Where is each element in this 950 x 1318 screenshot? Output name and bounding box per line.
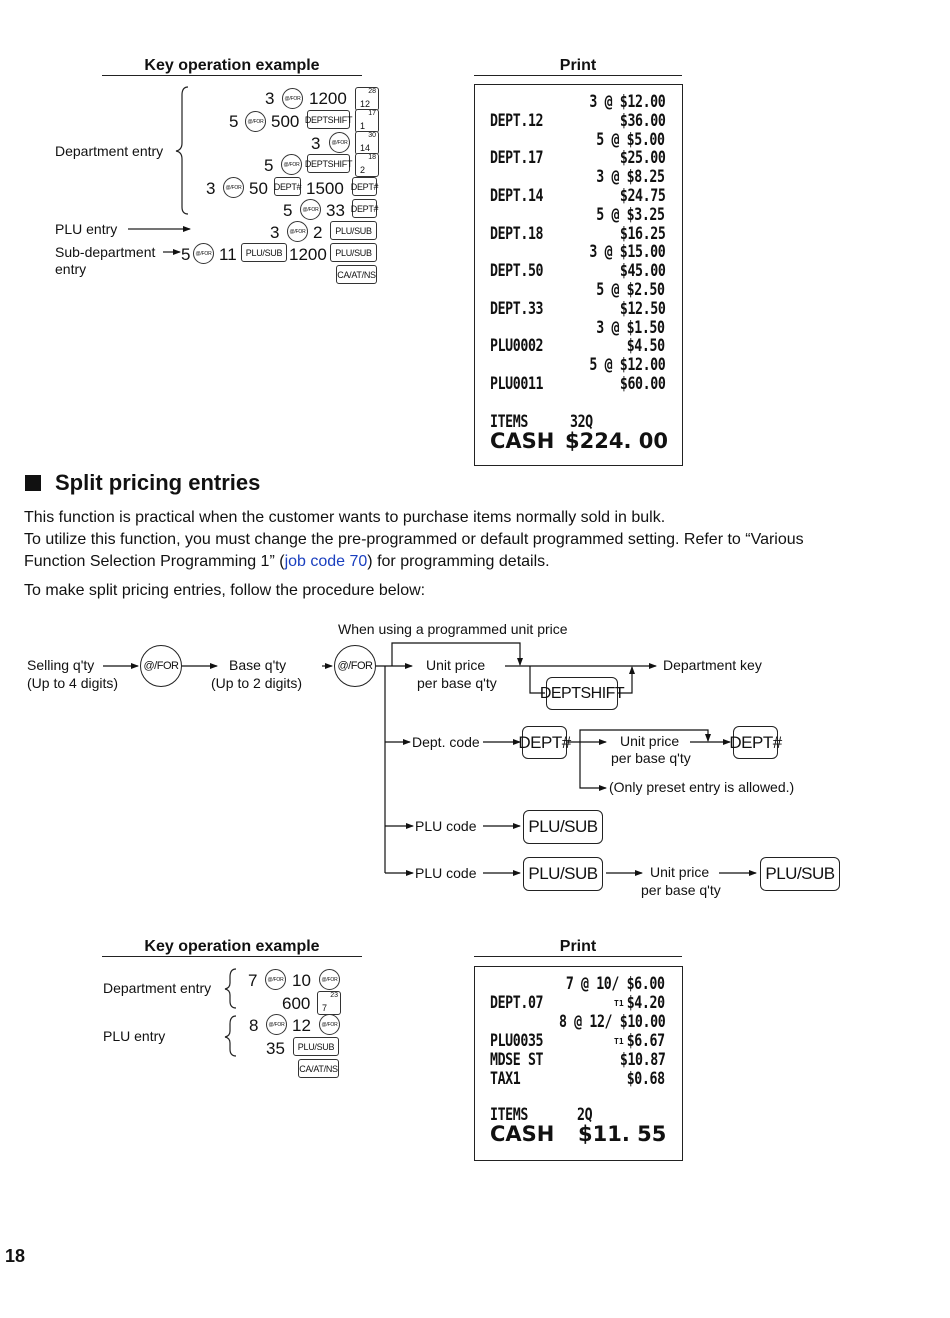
b-r1-base: 10 bbox=[292, 971, 311, 990]
top-items-label: ITEMS bbox=[490, 412, 528, 432]
receipt-line-value: $10.87 bbox=[619, 1050, 665, 1070]
receipt-line-value: $4.20 bbox=[627, 993, 665, 1013]
plu-code-label-1: PLU code bbox=[415, 818, 477, 834]
dept-hash-key-1: DEPT# bbox=[522, 726, 567, 759]
label-subdept-entry-1: Sub-department bbox=[55, 244, 156, 260]
receipt-line-label: DEPT.50 bbox=[490, 261, 544, 282]
bottom-print-header-rule bbox=[474, 956, 682, 957]
for-key: @/FOR bbox=[223, 177, 244, 198]
section-title: Split pricing entries bbox=[55, 470, 261, 495]
r5-code: 50 bbox=[249, 179, 268, 198]
receipt-line-value: $25.00 bbox=[619, 148, 665, 169]
dept-code-label: Dept. code bbox=[412, 734, 480, 750]
deptshift-key: DEPTSHIFT bbox=[546, 677, 618, 710]
department-key-label: Department key bbox=[663, 657, 762, 673]
for-key-1: @/FOR bbox=[140, 645, 182, 687]
r1-price: 1200 bbox=[309, 89, 347, 108]
b-r4-code: 35 bbox=[266, 1039, 285, 1058]
ca-at-ns-key: CA/AT/NS bbox=[298, 1059, 339, 1078]
receipt-line-value: 3 @ $12.00 bbox=[589, 92, 665, 112]
receipt-line-value: $24.75 bbox=[619, 186, 665, 206]
per-base-qty-3: per base q'ty bbox=[641, 882, 721, 898]
receipt-line-label: DEPT.12 bbox=[490, 110, 544, 131]
for-key: @/FOR bbox=[282, 88, 303, 109]
r5-qty: 3 bbox=[206, 179, 216, 198]
para-2a: To utilize this function, you must change the pre-programmed or default programmed setting. Refer to “Various bbox=[24, 531, 804, 548]
dept-key-bottom: 2 bbox=[360, 165, 366, 175]
r6-code: 33 bbox=[326, 201, 345, 220]
receipt-line-label: DEPT.33 bbox=[490, 298, 544, 319]
for-key: @/FOR bbox=[281, 154, 302, 175]
r1-qty: 3 bbox=[265, 89, 275, 108]
dept-key-bottom: 14 bbox=[360, 143, 371, 153]
for-key: @/FOR bbox=[265, 969, 286, 990]
r3-qty: 3 bbox=[311, 134, 321, 153]
para-2c-text: ) for programming details. bbox=[367, 553, 550, 570]
dept-key-top: 18 bbox=[368, 154, 376, 161]
plu-sub-key: PLU/SUB bbox=[293, 1037, 339, 1056]
plu-sub-key: PLU/SUB bbox=[330, 221, 377, 240]
bottom-items-value: 2Q bbox=[577, 1105, 593, 1125]
r8-code: 11 bbox=[219, 245, 237, 264]
receipt-tax-mark: T1 bbox=[614, 1037, 624, 1046]
plu-sub-key-3: PLU/SUB bbox=[760, 857, 840, 891]
receipt-line-label: PLU0035 bbox=[490, 1031, 544, 1051]
b-r2-price: 600 bbox=[282, 994, 311, 1013]
bottom-print-header: Print bbox=[559, 938, 597, 955]
plu-sub-key: PLU/SUB bbox=[241, 243, 287, 262]
plu-sub-key: PLU/SUB bbox=[330, 243, 377, 262]
per-base-qty-1: per base q'ty bbox=[417, 675, 497, 691]
receipt-line-value: $16.25 bbox=[619, 223, 665, 244]
receipt-line-value: $6.67 bbox=[627, 1031, 665, 1051]
for-key: @/FOR bbox=[287, 221, 308, 242]
dept-key-bottom: 7 bbox=[322, 1003, 328, 1013]
receipt-line-value: 3 @ $8.25 bbox=[596, 167, 665, 188]
b-r3-qty: 8 bbox=[249, 1016, 259, 1035]
unit-price-1: Unit price bbox=[426, 657, 486, 673]
r7-code: 2 bbox=[313, 223, 323, 242]
bottom-key-header-rule bbox=[102, 956, 362, 957]
receipt-line-label: DEPT.07 bbox=[490, 993, 544, 1013]
plu-sub-key-1: PLU/SUB bbox=[523, 810, 603, 844]
receipt-line-value: 7 @ 10/ $6.00 bbox=[566, 974, 665, 994]
selling-qty: Selling q'ty bbox=[27, 657, 95, 673]
for-key: @/FOR bbox=[329, 132, 350, 153]
bottom-department-entry: Department entry bbox=[103, 980, 212, 996]
plu-code-label-2: PLU code bbox=[415, 865, 477, 881]
unit-price-3: Unit price bbox=[650, 864, 710, 880]
receipt-line-value: 5 @ $3.25 bbox=[596, 204, 665, 225]
receipt-line-value: $4.50 bbox=[627, 336, 665, 357]
for-key: @/FOR bbox=[266, 1014, 287, 1035]
ca-at-ns-key: CA/AT/NS bbox=[336, 265, 377, 284]
deptshift-key: DEPTSHIFT bbox=[307, 154, 350, 173]
receipt-line-value: $45.00 bbox=[619, 261, 665, 282]
top-items-value: 32Q bbox=[570, 412, 593, 432]
dept-key-top: 30 bbox=[368, 132, 376, 139]
receipt-line-value: $12.50 bbox=[619, 298, 665, 319]
para-1: This function is practical when the customer wants to purchase items normally sold in bulk. bbox=[24, 509, 666, 526]
dept-hash-key-2: DEPT# bbox=[733, 726, 778, 759]
preset-note: (Only preset entry is allowed.) bbox=[609, 779, 795, 795]
receipt-line-label: DEPT.18 bbox=[490, 223, 544, 244]
job-code-link[interactable]: job code 70 bbox=[284, 553, 368, 570]
bottom-plu-entry: PLU entry bbox=[103, 1028, 166, 1044]
receipt-line-value: 3 @ $1.50 bbox=[596, 317, 665, 338]
for-key: @/FOR bbox=[319, 969, 340, 990]
plu-sub-key-2: PLU/SUB bbox=[523, 857, 603, 891]
r6-qty: 5 bbox=[283, 201, 293, 220]
para-2b-text: Function Selection Programming 1” ( bbox=[24, 553, 285, 570]
unit-price-2: Unit price bbox=[620, 733, 680, 749]
r2-price: 500 bbox=[271, 112, 300, 131]
top-key-header: Key operation example bbox=[144, 57, 320, 74]
r8-qty: 5 bbox=[181, 245, 191, 264]
receipt-tax-mark: T1 bbox=[614, 999, 624, 1008]
r4-qty: 5 bbox=[264, 156, 274, 175]
bottom-cash-label: CASH bbox=[490, 1122, 555, 1146]
receipt-line-label: DEPT.17 bbox=[490, 148, 544, 169]
for-key-2: @/FOR bbox=[334, 645, 376, 687]
bottom-cash-value: $11. 55 bbox=[578, 1122, 667, 1146]
b-r3-base: 12 bbox=[292, 1016, 311, 1035]
for-key: @/FOR bbox=[245, 111, 266, 132]
receipt-line-value: $0.68 bbox=[627, 1069, 665, 1089]
dept-key-7 bbox=[317, 991, 341, 1015]
b-r1-qty: 7 bbox=[248, 971, 258, 990]
dept-hash-key: DEPT# bbox=[352, 177, 377, 196]
deptshift-key: DEPTSHIFT bbox=[307, 110, 350, 129]
top-print-header: Print bbox=[559, 57, 597, 74]
receipt-line-value: $60.00 bbox=[619, 374, 665, 394]
receipt-line-value: 5 @ $12.00 bbox=[589, 355, 665, 376]
for-key: @/FOR bbox=[300, 199, 321, 220]
receipt-line-value: 8 @ 12/ $10.00 bbox=[558, 1012, 665, 1032]
label-plu-entry: PLU entry bbox=[55, 221, 118, 237]
dept-key-bottom: 1 bbox=[360, 121, 366, 131]
base-qty: Base q'ty bbox=[229, 657, 287, 673]
receipt-line-value: $36.00 bbox=[619, 110, 665, 131]
receipt-line-label: PLU0002 bbox=[490, 336, 544, 357]
receipt-line-label: TAX1 bbox=[490, 1069, 521, 1089]
label-subdept-entry-2: entry bbox=[55, 261, 87, 277]
top-cash-label: CASH bbox=[490, 429, 555, 453]
base-qty-sub: (Up to 2 digits) bbox=[211, 675, 303, 691]
dept-key-top: 28 bbox=[368, 88, 376, 95]
label-department-entry: Department entry bbox=[55, 143, 164, 159]
dept-hash-key: DEPT# bbox=[352, 199, 377, 218]
for-key: @/FOR bbox=[193, 243, 214, 264]
dept-key-bottom: 12 bbox=[360, 99, 371, 109]
r2-qty: 5 bbox=[229, 112, 239, 131]
receipt-line-label: PLU0011 bbox=[490, 374, 544, 394]
receipt-line-label: DEPT.14 bbox=[490, 186, 544, 206]
receipt-line-value: 3 @ $15.00 bbox=[589, 242, 665, 263]
selling-qty-sub: (Up to 4 digits) bbox=[27, 675, 119, 691]
receipt-line-value: 5 @ $5.00 bbox=[596, 129, 665, 150]
programmed-note: When using a programmed unit price bbox=[338, 621, 568, 637]
for-key: @/FOR bbox=[319, 1014, 340, 1035]
page-number: 18 bbox=[5, 1246, 26, 1266]
dept-hash-key: DEPT# bbox=[274, 177, 301, 196]
dept-key-top: 23 bbox=[330, 992, 338, 999]
top-cash-value: $224. 00 bbox=[565, 429, 668, 453]
dept-key-top: 17 bbox=[368, 110, 376, 117]
r8-price: 1200 bbox=[289, 245, 327, 264]
r7-qty: 3 bbox=[270, 223, 280, 242]
receipt-line-label: MDSE ST bbox=[490, 1050, 544, 1070]
para-3: To make split pricing entries, follow the procedure below: bbox=[24, 582, 426, 599]
receipt-line-value: 5 @ $2.50 bbox=[596, 280, 665, 300]
r5-price: 1500 bbox=[306, 179, 344, 198]
bottom-key-header: Key operation example bbox=[144, 938, 320, 955]
bottom-items-label: ITEMS bbox=[490, 1105, 528, 1125]
per-base-qty-2: per base q'ty bbox=[611, 750, 691, 766]
